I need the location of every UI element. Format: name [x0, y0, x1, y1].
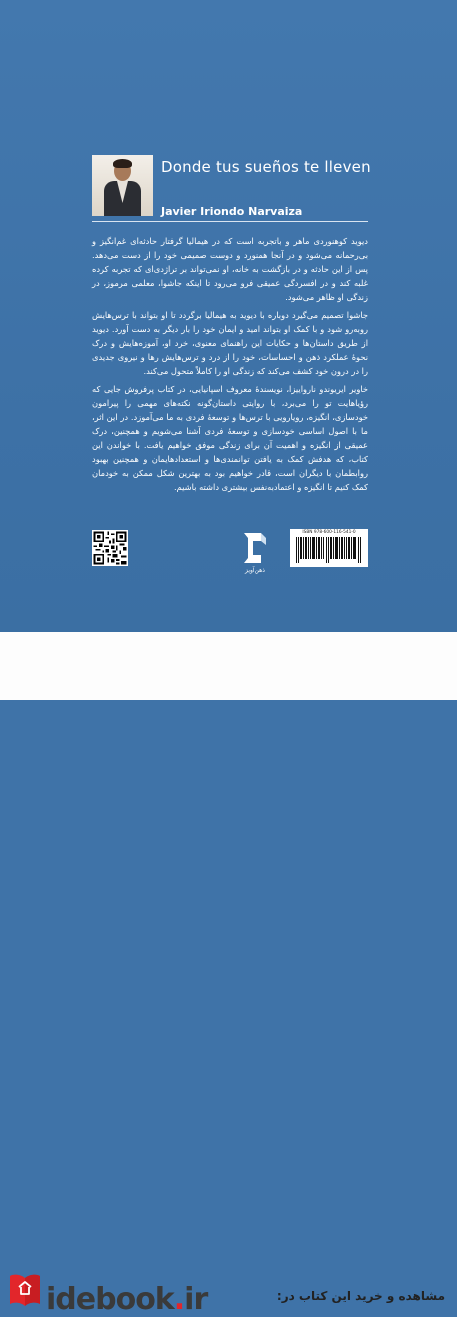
book-title: Donde tus sueños te lleven	[161, 158, 371, 176]
barcode-bars	[296, 537, 362, 563]
book-icon	[8, 1272, 42, 1310]
publisher-name: ذهن‌آویز	[245, 567, 265, 574]
blurb-paragraph-3: خاویر ایریوندو نارواییزا، نویسندهٔ معروف اسپانیایی، در کتاب پرفروش جایی که رؤیاهایت تو را می‌برد، با روایتی داستان‌گونه نکته‌های مهمی را پیرامون خودسازی، انگیزه، رویارویی با ترس‌ها و توسعهٔ فردی به ما می‌آموزد. در این اثر، ما با اصول اساسی خودسازی و توسعهٔ فردی آشنا می‌شویم و همچنین، درک عمیقی از انگیزه و اهمیت آن برای زندگی موفق خواهیم یافت. با خواندن این کتاب، که هدفش کمک به یافتن توانمندی‌ها و استعدادهایمان و همچنین بهبود روابطمان با دیگران است، قادر خواهیم بود به بهترین شکل ممکن به خودمان کمک کنیم تا انگیزه و اعتمادبه‌نفس بیشتری داشته باشیم.	[92, 384, 368, 492]
isbn-text: ISBN 978-600-116-541-0	[302, 530, 356, 535]
blurb-paragraph-1: دیوید کوهنوردی ماهر و باتجربه است که در هیمالیا گرفتار حادثه‌ای غم‌انگیز و بی‌رحمانه می‌شود و در آنجا همنورد و دوست صمیمی خود را از دست می‌دهد. پس از این حادثه و در بازگشت به خانه، او نمی‌تواند بر تراژدی‌ای که تجربه کرده غلبه کند و در افسردگی عمیقی فرو می‌رود تا اینکه جاشوا، معلمی مرموز، در زندگی او ظاهر می‌شود.	[92, 236, 368, 302]
author-photo	[92, 155, 153, 216]
author-name: Javier Iriondo Narvaiza	[161, 205, 303, 218]
publisher-logo	[239, 529, 269, 567]
site-tagline: مشاهده و خرید این کتاب در:	[276, 1289, 445, 1303]
qr-code	[92, 530, 128, 566]
footer-banner[interactable]	[0, 632, 457, 1317]
site-brand[interactable]: idebook.ir	[46, 1282, 208, 1317]
blurb-paragraph-2: جاشوا تصمیم می‌گیرد دوباره با دیوید به هیمالیا برگردد تا او بتواند با ترس‌هایش روبه‌رو شود و با کمک او بتواند امید و ایمان خود را بار دیگر به دست آورد. دیوید از طریق داستان‌ها و حکایات این راهنمای معنوی، خرد او، آموزه‌هایش و درک نحوهٔ عملکرد ذهن و احساسات، خود را از درد و ترس‌هایش رها و نیروی جدیدی را در درون خود کشف می‌کند که زندگی او را کاملاً متحول می‌کند.	[92, 310, 368, 376]
divider	[92, 221, 368, 222]
